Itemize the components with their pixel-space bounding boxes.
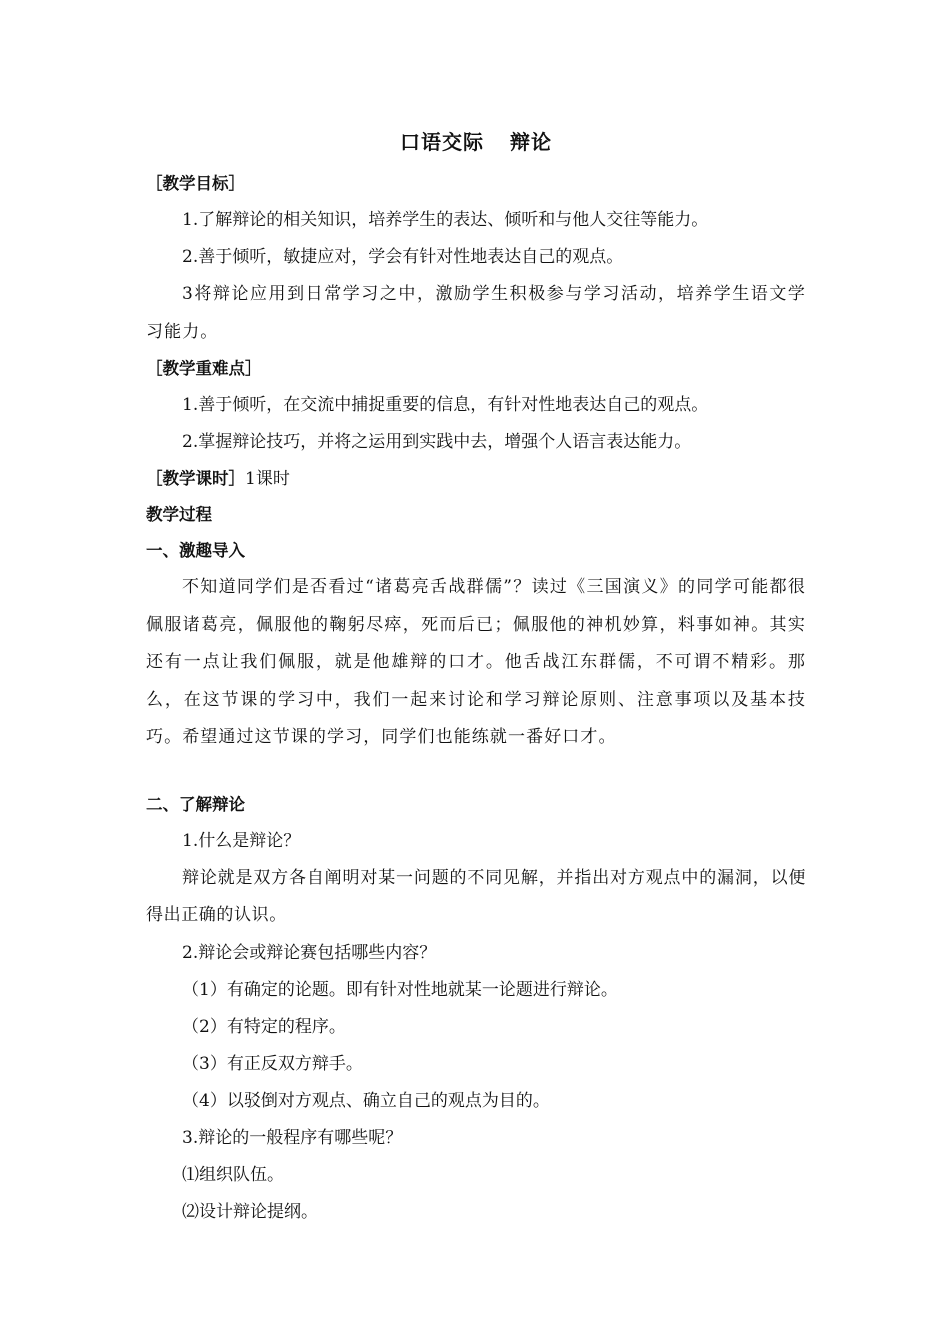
document-title [146,120,806,164]
section2-q2-item-1: （1）有确定的论题。即有针对性地就某一论题进行辩论。 [182,979,618,1000]
title-left: 口语交际 [400,130,484,154]
section-spacer [146,757,806,787]
section1-heading: 一、激趣导入 [146,541,245,560]
goal-item-1: 1.了解辩论的相关知识，培养学生的表达、倾听和与他人交往等能力。 [182,210,709,230]
section2-q2-item-2: （2）有特定的程序。 [182,1016,346,1037]
hours-value: 1课时 [245,469,290,489]
goals-heading: ［教学目标］ [146,174,245,193]
section1-paragraph: 不知道同学们是否看过“诸葛亮舌战群儒”？读过《三国演义》的同学可能都很佩服诸葛亮，佩服他的鞠躬尽瘁，死而后已；佩服他的神机妙算，料事如神。其实还有一点让我们佩服，就是他雄辩的口才。他舌战江东群儒，不可谓不精彩。那么，在这节课的学习中，我们一起来讨论和学习辩论原则、注意事项以及基本技巧。希望通过这节课的学习，同学们也能练就一番好口才。 [146,577,806,747]
document-page [146,120,806,1231]
section2-answer-1: 辩论就是双方各自阐明对某一问题的不同见解，并指出对方观点中的漏洞，以便得出正确的认识。 [146,867,806,925]
section2-q2-item-4: （4）以驳倒对方观点、确立自己的观点为目的。 [182,1090,550,1111]
section2-heading: 二、了解辩论 [146,794,245,814]
key-point-item-1: 1.善于倾听，在交流中捕捉重要的信息，有针对性地表达自己的观点。 [182,395,709,415]
hours-heading: ［教学课时］ [146,469,245,488]
key-points-heading: ［教学重难点］ [146,359,262,378]
hours-line [146,461,806,497]
section2-question-2: 2.辩论会或辩论赛包括哪些内容？ [182,942,437,963]
process-heading: 教学过程 [146,505,212,524]
section2-q3-item-2: ⑵设计辩论提纲。 [182,1201,318,1222]
section2-q2-item-3: （3）有正反双方辩手。 [182,1053,363,1074]
goal-item-2: 2.善于倾听，敏捷应对，学会有针对性地表达自己的观点。 [182,247,624,267]
goal-item-3: 3将辩论应用到日常学习之中，激励学生积极参与学习活动，培养学生语文学习能力。 [146,284,806,342]
section2-question-1: 1.什么是辩论？ [182,830,301,851]
section2-question-3: 3.辩论的一般程序有哪些呢？ [182,1127,403,1148]
key-point-item-2: 2.掌握辩论技巧，并将之运用到实践中去，增强个人语言表达能力。 [182,432,692,452]
section2-q3-item-1: ⑴组织队伍。 [182,1164,284,1185]
title-right: 辩论 [510,130,552,154]
